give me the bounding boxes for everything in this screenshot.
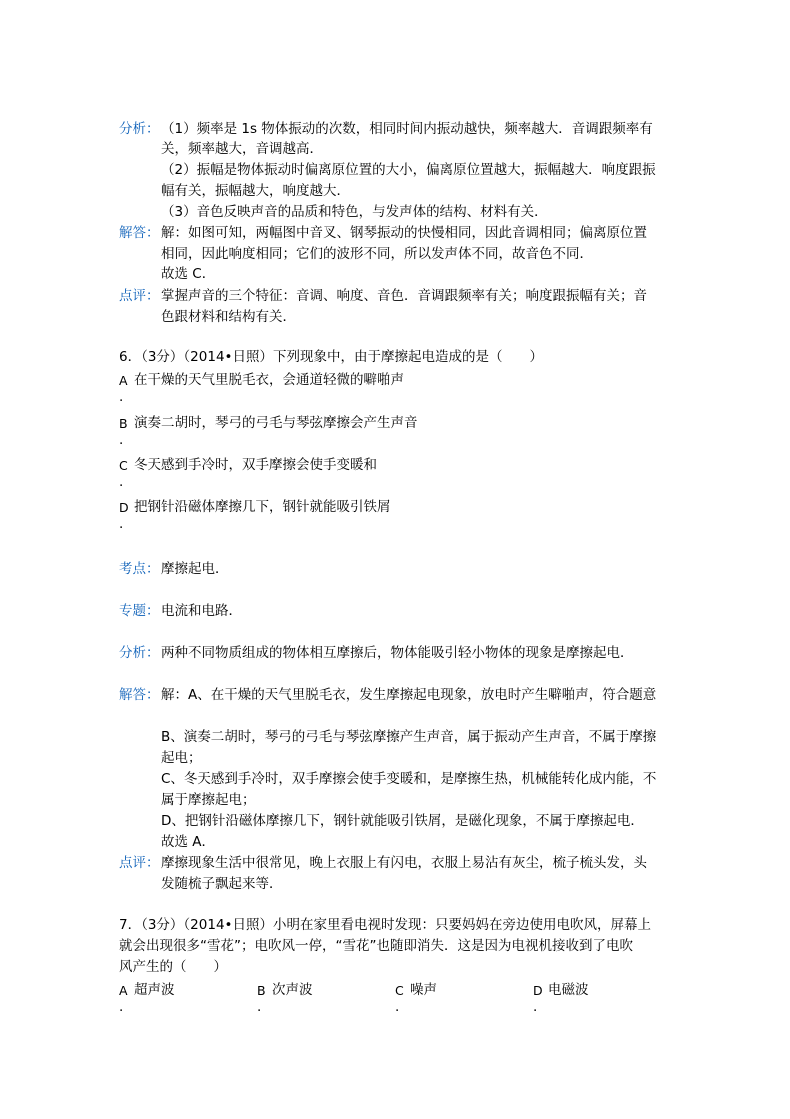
comment-label: 点评： [119,855,160,871]
answer-line: 属于摩擦起电； [161,792,256,808]
option-dot: . [119,999,124,1015]
analysis-label: 分析： [119,121,160,137]
question-6-stem: 6．（3分）（2014•日照）下列现象中，由于摩擦起电造成的是（ ） [119,349,543,365]
option-dot: . [119,389,124,405]
analysis-line: （1）频率是 1s 物体振动的次数，相同时间内振动越快，频率越大．音调跟频率有 [161,121,653,137]
comment-line: 掌握声音的三个特征：音调、响度、音色．音调跟频率有关；响度跟振幅有关；音 [161,288,647,304]
comment-line: 色跟材料和结构有关． [161,309,296,325]
answer-line: C、冬天感到手冷时，双手摩擦会使手变暖和，是摩擦生热，机械能转化成内能，不 [161,771,657,787]
option-dot: . [119,516,124,532]
comment-line: 发随梳子飘起来等． [161,876,283,892]
analysis-line: （2）振幅是物体振动时偏离原位置的大小，偏离原位置越大，振幅越大．响度跟振 [161,162,656,178]
answer-line: B、演奏二胡时，琴弓的弓毛与琴弦摩擦产生声音，属于振动产生声音，不属于摩擦 [161,729,657,745]
knowledge-label: 考点： [119,561,160,577]
answer-line: 故选 C． [161,266,216,282]
answer-line: 解：A、在干燥的天气里脱毛衣，发生摩擦起电现象，放电时产生噼啪声，符合题意 [161,687,657,703]
option-d-text: 电磁波 [548,982,589,998]
answer-line: 起电； [161,750,202,766]
comment-label: 点评： [119,288,160,304]
option-b-letter: B [257,983,266,998]
option-a-letter: A [119,373,128,388]
option-b-text: 次声波 [272,982,313,998]
answer-label: 解答： [119,687,160,703]
question-7-stem: 7．（3分）（2014•日照）小明在家里看电视时发现：只要妈妈在旁边使用电吹风，屏幕上 [119,917,651,933]
option-b-text: 演奏二胡时，琴弓的弓毛与琴弦摩擦会产生声音 [134,415,418,431]
question-7-stem: 就会出现很多“雪花”；电吹风一停，“雪花”也随即消失．这是因为电视机接收到了电吹 [119,938,633,954]
option-dot: . [119,474,124,490]
option-a-text: 超声波 [134,982,175,998]
option-d-text: 把钢针沿磁体摩擦几下，钢针就能吸引铁屑 [134,499,391,515]
analysis-text: 两种不同物质组成的物体相互摩擦后，物体能吸引轻小物体的现象是摩擦起电． [161,645,634,661]
option-d-letter: D [533,983,543,998]
option-c-letter: C [119,458,128,473]
option-dot: . [119,432,124,448]
analysis-line: 关，频率越大，音调越高． [161,141,323,157]
option-c-text: 冬天感到手冷时，双手摩擦会使手变暖和 [134,457,377,473]
topic-label: 专题： [119,603,160,619]
topic-text: 电流和电路． [161,603,242,619]
option-a-letter: A [119,983,128,998]
analysis-label: 分析： [119,645,160,661]
option-b-letter: B [119,416,128,431]
answer-line: D、把钢针沿磁体摩擦几下，钢针就能吸引铁屑，是磁化现象，不属于摩擦起电． [161,813,644,829]
option-c-letter: C [395,983,404,998]
answer-line: 故选 A． [161,834,216,850]
option-dot: . [533,999,538,1015]
option-dot: . [257,999,262,1015]
answer-label: 解答： [119,225,160,241]
answer-line: 解：如图可知，两幅图中音叉、钢琴振动的快慢相同，因此音调相同；偏离原位置 [161,225,647,241]
question-7-stem: 风产生的（ ） [119,959,227,975]
knowledge-text: 摩擦起电． [161,561,229,577]
comment-line: 摩擦现象生活中很常见，晚上衣服上有闪电，衣服上易沾有灰尘，梳子梳头发，头 [161,855,647,871]
option-a-text: 在干燥的天气里脱毛衣，会通道轻微的噼啪声 [134,372,404,388]
answer-line: 相同，因此响度相同；它们的波形不同，所以发声体不同，故音色不同． [161,246,593,262]
analysis-line: 幅有关，振幅越大，响度越大． [161,183,350,199]
option-dot: . [395,999,400,1015]
option-d-letter: D [119,500,129,515]
option-c-text: 噪声 [410,982,437,998]
analysis-line: （3）音色反映声音的品质和特色，与发声体的结构、材料有关． [161,204,548,220]
